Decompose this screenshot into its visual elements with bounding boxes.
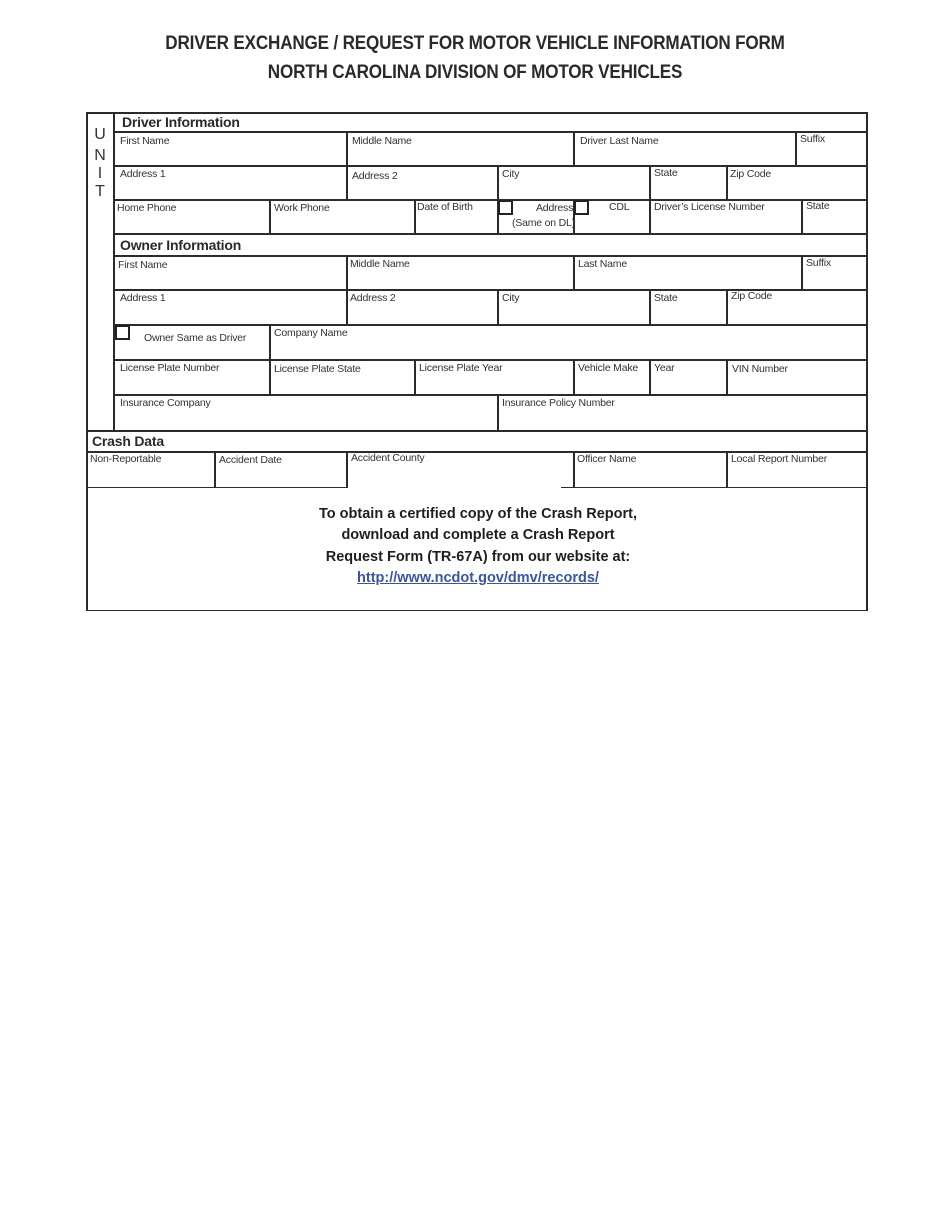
owner-city-field[interactable]: City (502, 292, 520, 304)
driver-address2-field[interactable]: Address 2 (352, 170, 398, 182)
owner-same-as-driver-checkbox[interactable] (115, 325, 130, 340)
insurance-company-field[interactable]: Insurance Company (120, 397, 211, 409)
notice-line-1: To obtain a certified copy of the Crash Report, (319, 506, 637, 522)
owner-address2-field[interactable]: Address 2 (350, 292, 396, 304)
officer-name-field[interactable]: Officer Name (577, 453, 637, 465)
license-plate-year-field[interactable]: License Plate Year (419, 362, 503, 374)
non-reportable-field[interactable]: Non-Reportable (90, 453, 162, 465)
owner-section-heading: Owner Information (120, 237, 242, 253)
unit-letter-n: N (94, 147, 106, 164)
driver-section-heading: Driver Information (122, 114, 240, 130)
driver-city-field[interactable]: City (502, 168, 520, 180)
address-same-checkbox[interactable] (498, 200, 513, 215)
form-subtitle: NORTH CAROLINA DIVISION OF MOTOR VEHICLES (267, 62, 683, 83)
accident-date-field[interactable]: Accident Date (219, 454, 282, 466)
owner-state-field[interactable]: State (654, 292, 678, 304)
owner-last-name-field[interactable]: Last Name (578, 258, 627, 270)
owner-address1-field[interactable]: Address 1 (120, 292, 166, 304)
cdl-label: CDL (609, 201, 630, 213)
form-title: DRIVER EXCHANGE / REQUEST FOR MOTOR VEHICLE INFORMATION FORM (165, 33, 785, 54)
vehicle-year-field[interactable]: Year (654, 362, 675, 374)
driver-home-phone-field[interactable]: Home Phone (117, 202, 177, 214)
unit-letter-t: T (95, 183, 105, 200)
driver-dob-field[interactable]: Date of Birth (417, 201, 473, 213)
driver-state-field[interactable]: State (654, 167, 678, 179)
crash-section-heading: Crash Data (92, 433, 164, 449)
owner-same-as-driver-label: Owner Same as Driver (144, 332, 247, 344)
owner-suffix-field[interactable]: Suffix (806, 257, 831, 269)
address-same-sublabel: (Same on DL) (512, 217, 575, 229)
driver-last-name-field[interactable]: Driver Last Name (580, 135, 659, 147)
owner-zip-field[interactable]: Zip Code (731, 290, 773, 302)
driver-license-state-field[interactable]: State (806, 200, 830, 212)
notice-line-3: Request Form (TR-67A) from our website at: (325, 549, 631, 565)
driver-zip-field[interactable]: Zip Code (730, 168, 772, 180)
owner-first-name-field[interactable]: First Name (118, 259, 168, 271)
vin-number-field[interactable]: VIN Number (732, 363, 788, 375)
driver-license-number-field[interactable]: Driver’s License Number (654, 201, 765, 213)
cdl-checkbox[interactable] (574, 200, 589, 215)
notice-line-2: download and complete a Crash Report (341, 527, 615, 543)
driver-address1-field[interactable]: Address 1 (120, 168, 166, 180)
driver-first-name-field[interactable]: First Name (120, 135, 170, 147)
accident-county-field[interactable]: Accident County (351, 452, 425, 464)
unit-letter-i: I (97, 165, 103, 182)
license-plate-state-field[interactable]: License Plate State (274, 363, 361, 375)
records-website-link[interactable]: http://www.ncdot.gov/dmv/records/ (357, 570, 599, 586)
owner-middle-name-field[interactable]: Middle Name (350, 258, 410, 270)
driver-suffix-field[interactable]: Suffix (800, 133, 825, 145)
local-report-number-field[interactable]: Local Report Number (731, 453, 827, 465)
vehicle-make-field[interactable]: Vehicle Make (578, 362, 639, 374)
insurance-policy-number-field[interactable]: Insurance Policy Number (502, 397, 615, 409)
owner-company-name-field[interactable]: Company Name (274, 327, 348, 339)
unit-letter-u: U (94, 126, 106, 143)
license-plate-number-field[interactable]: License Plate Number (120, 362, 220, 374)
address-same-label: Address (536, 202, 574, 214)
driver-work-phone-field[interactable]: Work Phone (274, 202, 330, 214)
driver-middle-name-field[interactable]: Middle Name (352, 135, 412, 147)
